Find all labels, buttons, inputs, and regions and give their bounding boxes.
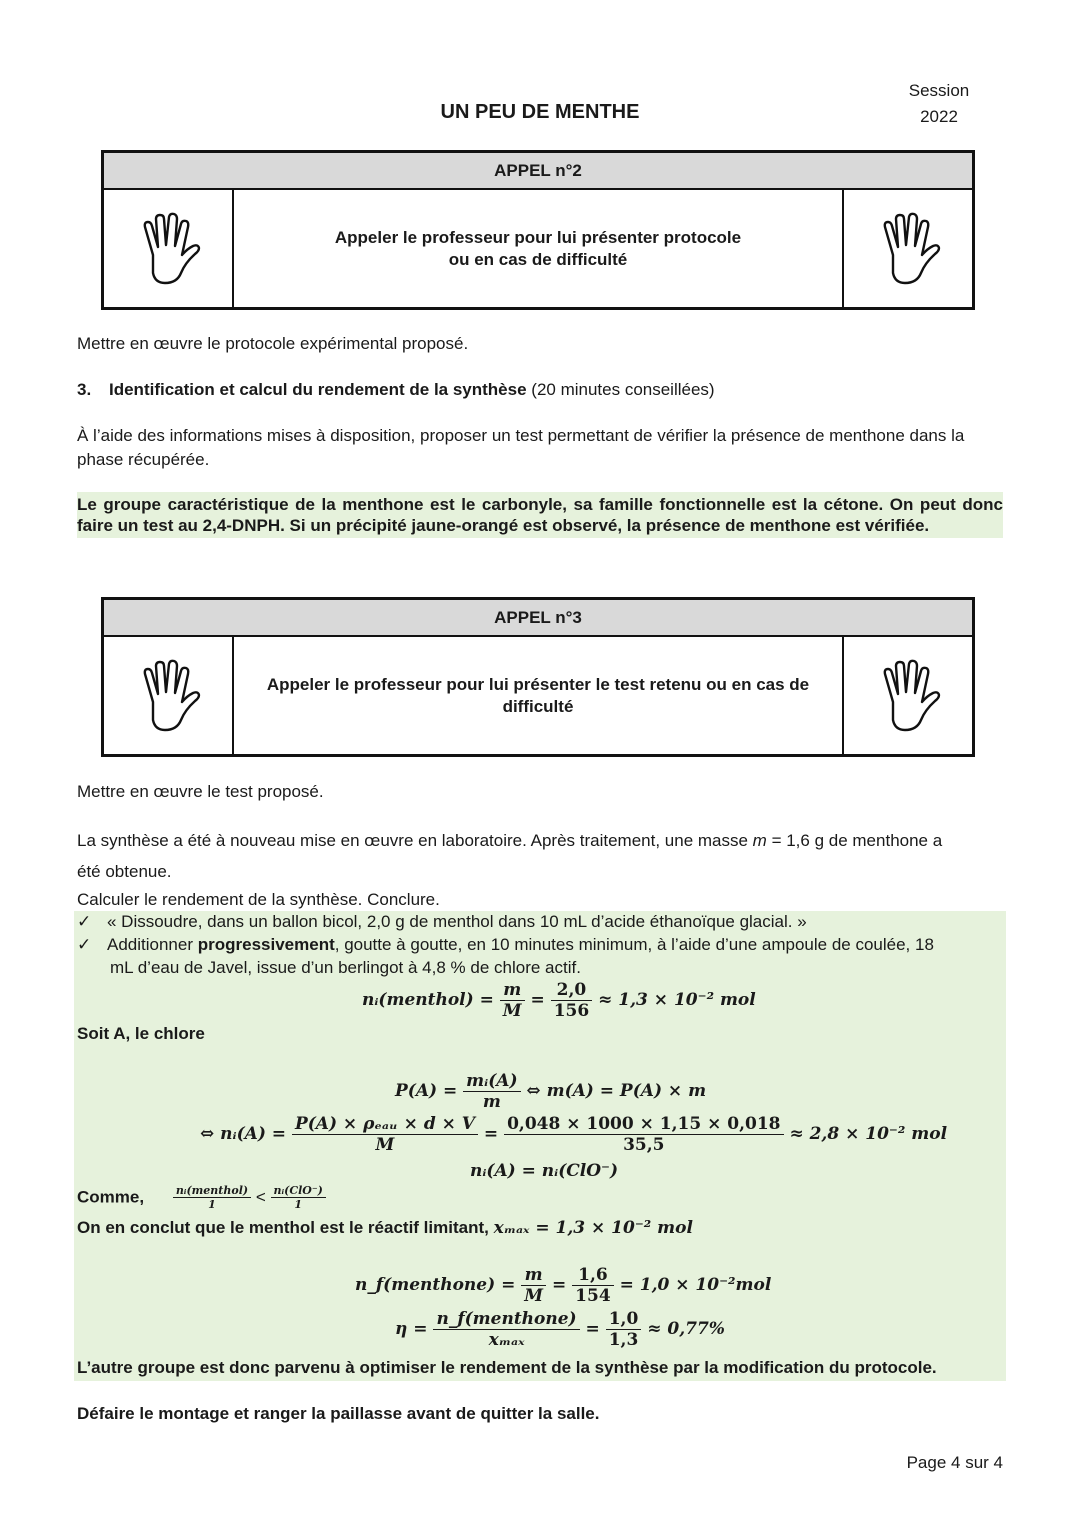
closing-instruction: Défaire le montage et ranger la paillasse avant de quitter la salle. <box>77 1404 600 1423</box>
conclusion-text: On en conclut que le menthol est le réactif limitant, <box>77 1218 489 1237</box>
question-yield: Calculer le rendement de la synthèse. Conclure. <box>77 890 440 909</box>
appel-3-box <box>101 597 975 757</box>
hand-icon <box>842 190 972 307</box>
ni-num: P(A) × ρₑₐᵤ × d × V <box>292 1114 478 1135</box>
appel-2-text <box>234 190 842 307</box>
xmax-value: xₘₐₓ = 1,3 × 10⁻² mol <box>493 1218 693 1238</box>
appel-3-text <box>234 637 842 754</box>
cmp-operator: < <box>255 1187 266 1207</box>
section-title: Identification et calcul du rendement de la synthèse <box>109 380 527 399</box>
ni-result: ≈ 2,8 × 10⁻² mol <box>789 1124 948 1144</box>
instruction-step1: Mettre en œuvre le protocole expérimental proposé. <box>77 334 469 353</box>
synthesis-post: = 1,6 g de menthone a <box>771 831 943 850</box>
nf-result: = 1,0 × 10⁻²mol <box>619 1275 772 1295</box>
cmp-num2: nᵢ(ClO⁻) <box>271 1184 326 1198</box>
check-icon: ✓ <box>77 935 92 954</box>
nf-num2: 1,6 <box>572 1265 614 1286</box>
ni-num2: 0,048 × 1000 × 1,15 × 0,018 <box>504 1114 783 1135</box>
mass-variable: m <box>752 831 767 850</box>
appel-3-line2: difficulté <box>502 696 574 716</box>
checklist-item-2-pre: Additionner <box>107 935 194 954</box>
pa-equation <box>395 1071 706 1112</box>
hand-icon <box>842 637 972 754</box>
menthol-num: 2,0 <box>551 980 593 1001</box>
appel-2-line2: ou en cas de difficulté <box>448 249 628 269</box>
checklist-item-1: « Dissoudre, dans un ballon bicol, 2,0 g de menthol dans 10 mL d’acide éthanoïque glacial. » <box>107 912 807 931</box>
menthol-M: M <box>502 1001 522 1021</box>
page-number: Page 4 sur 4 <box>906 1453 1003 1472</box>
ni-lhs: ⇔ nᵢ(A) = <box>200 1124 287 1144</box>
question-test: À l’aide des informations mises à disposition, proposer un test permettant de vérifier la présence de menthone dans la phase récupérée. <box>77 426 965 469</box>
ni-den: M <box>375 1135 395 1155</box>
session-label: Session <box>908 81 970 100</box>
pa-rhs: ⇔ m(A) = P(A) × m <box>526 1081 707 1101</box>
appel-3-heading: APPEL n°3 <box>104 600 972 637</box>
hand-icon <box>104 637 234 754</box>
synthesis-pre: La synthèse a été à nouveau mise en œuvre en laboratoire. Après traitement, une masse <box>77 831 748 850</box>
cmp-num1: nᵢ(menthol) <box>173 1184 251 1198</box>
ni-equation: ⇔ nᵢ(A) = $\frac{\text{P(A) × ρₑₐᵤ × d × V}}{M}$ = $\frac{0,048 \times 1000 \times 1,15 \times 0,018}{35,5}$ ≈ 2,8 × 10⁻² mol <box>200 1114 948 1155</box>
eta-lhs: η = <box>395 1319 428 1339</box>
appel-2-heading: APPEL n°2 <box>104 153 972 190</box>
answer-test: Le groupe caractéristique de la menthone est le carbonyle, sa famille fonctionnelle est la cétone. On peut donc faire un test au 2,4-DNPH. Si un précipité jaune-orangé est observé, la présence de menthone est vérifiée. <box>77 492 1003 538</box>
section-3-heading <box>77 378 1003 402</box>
appel-2-box <box>101 150 975 310</box>
eta-den: xₘₐₓ <box>488 1330 525 1350</box>
nf-den2: 154 <box>575 1286 611 1306</box>
ni-clo-equation: nᵢ(A) = nᵢ(ClO⁻) <box>470 1161 619 1181</box>
comme-label: Comme, <box>77 1187 145 1207</box>
pa-lhs: P(A) = <box>395 1081 458 1101</box>
eta-den2: 1,3 <box>608 1330 639 1350</box>
soit-label: Soit A, le chlore <box>77 1024 205 1043</box>
ni-den2: 35,5 <box>623 1135 665 1155</box>
hand-icon <box>104 190 234 307</box>
synthesis-line2: été obtenue. <box>77 862 172 881</box>
cmp-den2: 1 <box>294 1198 303 1211</box>
menthol-result: ≈ 1,3 × 10⁻² mol <box>598 990 756 1010</box>
checklist-item <box>77 910 1003 933</box>
nf-den: M <box>524 1286 544 1306</box>
menthol-m: m <box>500 980 525 1001</box>
nf-equation: n_f(menthone) = $\frac{m}{M}$ = $\frac{1,6}{154}$ = 1,0 × 10⁻²mol <box>355 1265 772 1306</box>
checklist <box>77 910 1003 979</box>
menthol-lhs: nᵢ(menthol) = <box>362 990 494 1010</box>
eta-num: n_f(menthone) <box>433 1309 579 1330</box>
section-note: (20 minutes conseillées) <box>531 380 715 399</box>
instruction-step2: Mettre en œuvre le test proposé. <box>77 782 324 801</box>
yield-equation: η = $\frac{\text{n\_f(menthone)}}{\text{xₘₐₓ}}$ = $\frac{1,0}{1,3}$ ≈ 0,77% <box>395 1309 725 1350</box>
session-year: 2022 <box>920 107 958 126</box>
final-conclusion: L’autre groupe est donc parvenu à optimiser le rendement de la synthèse par la modification du protocole. <box>77 1358 937 1377</box>
menthol-equation: nᵢ(menthol) = $\frac{m}{M}$ = $\frac{2,0}{156}$ ≈ 1,3 × 10⁻² mol <box>362 980 756 1021</box>
page-title: UN PEU DE MENTHE <box>440 101 640 123</box>
limiting-reagent-conclusion <box>77 1218 693 1238</box>
checklist-item-2-line2: mL d’eau de Javel, issue d’un berlingot à 4,8 % de chlore actif. <box>110 958 581 977</box>
appel-2-line1: Appeler le professeur pour lui présenter protocole <box>334 227 742 247</box>
nf-num: m <box>521 1265 546 1286</box>
checklist-item-2-post: , goutte à goutte, en 10 minutes minimum, à l’aide d’une ampoule de coulée, 18 <box>334 935 934 954</box>
menthol-den: 156 <box>553 1001 590 1021</box>
section-number: 3. <box>77 380 92 399</box>
checklist-item-2-bold: progressivement <box>197 935 335 954</box>
comparison <box>77 1184 326 1211</box>
cmp-den1: 1 <box>208 1198 216 1211</box>
synthesis-text <box>77 825 1003 887</box>
eta-num2: 1,0 <box>606 1309 642 1330</box>
appel-3-line1: Appeler le professeur pour lui présenter le test retenu ou en cas de <box>266 674 810 694</box>
nf-lhs: n_f(menthone) = <box>355 1275 516 1295</box>
eta-result: ≈ 0,77% <box>647 1319 725 1339</box>
pa-den: m <box>482 1092 501 1112</box>
checklist-item <box>77 933 1003 956</box>
check-icon: ✓ <box>77 912 92 931</box>
pa-num: mᵢ(A) <box>463 1071 520 1092</box>
